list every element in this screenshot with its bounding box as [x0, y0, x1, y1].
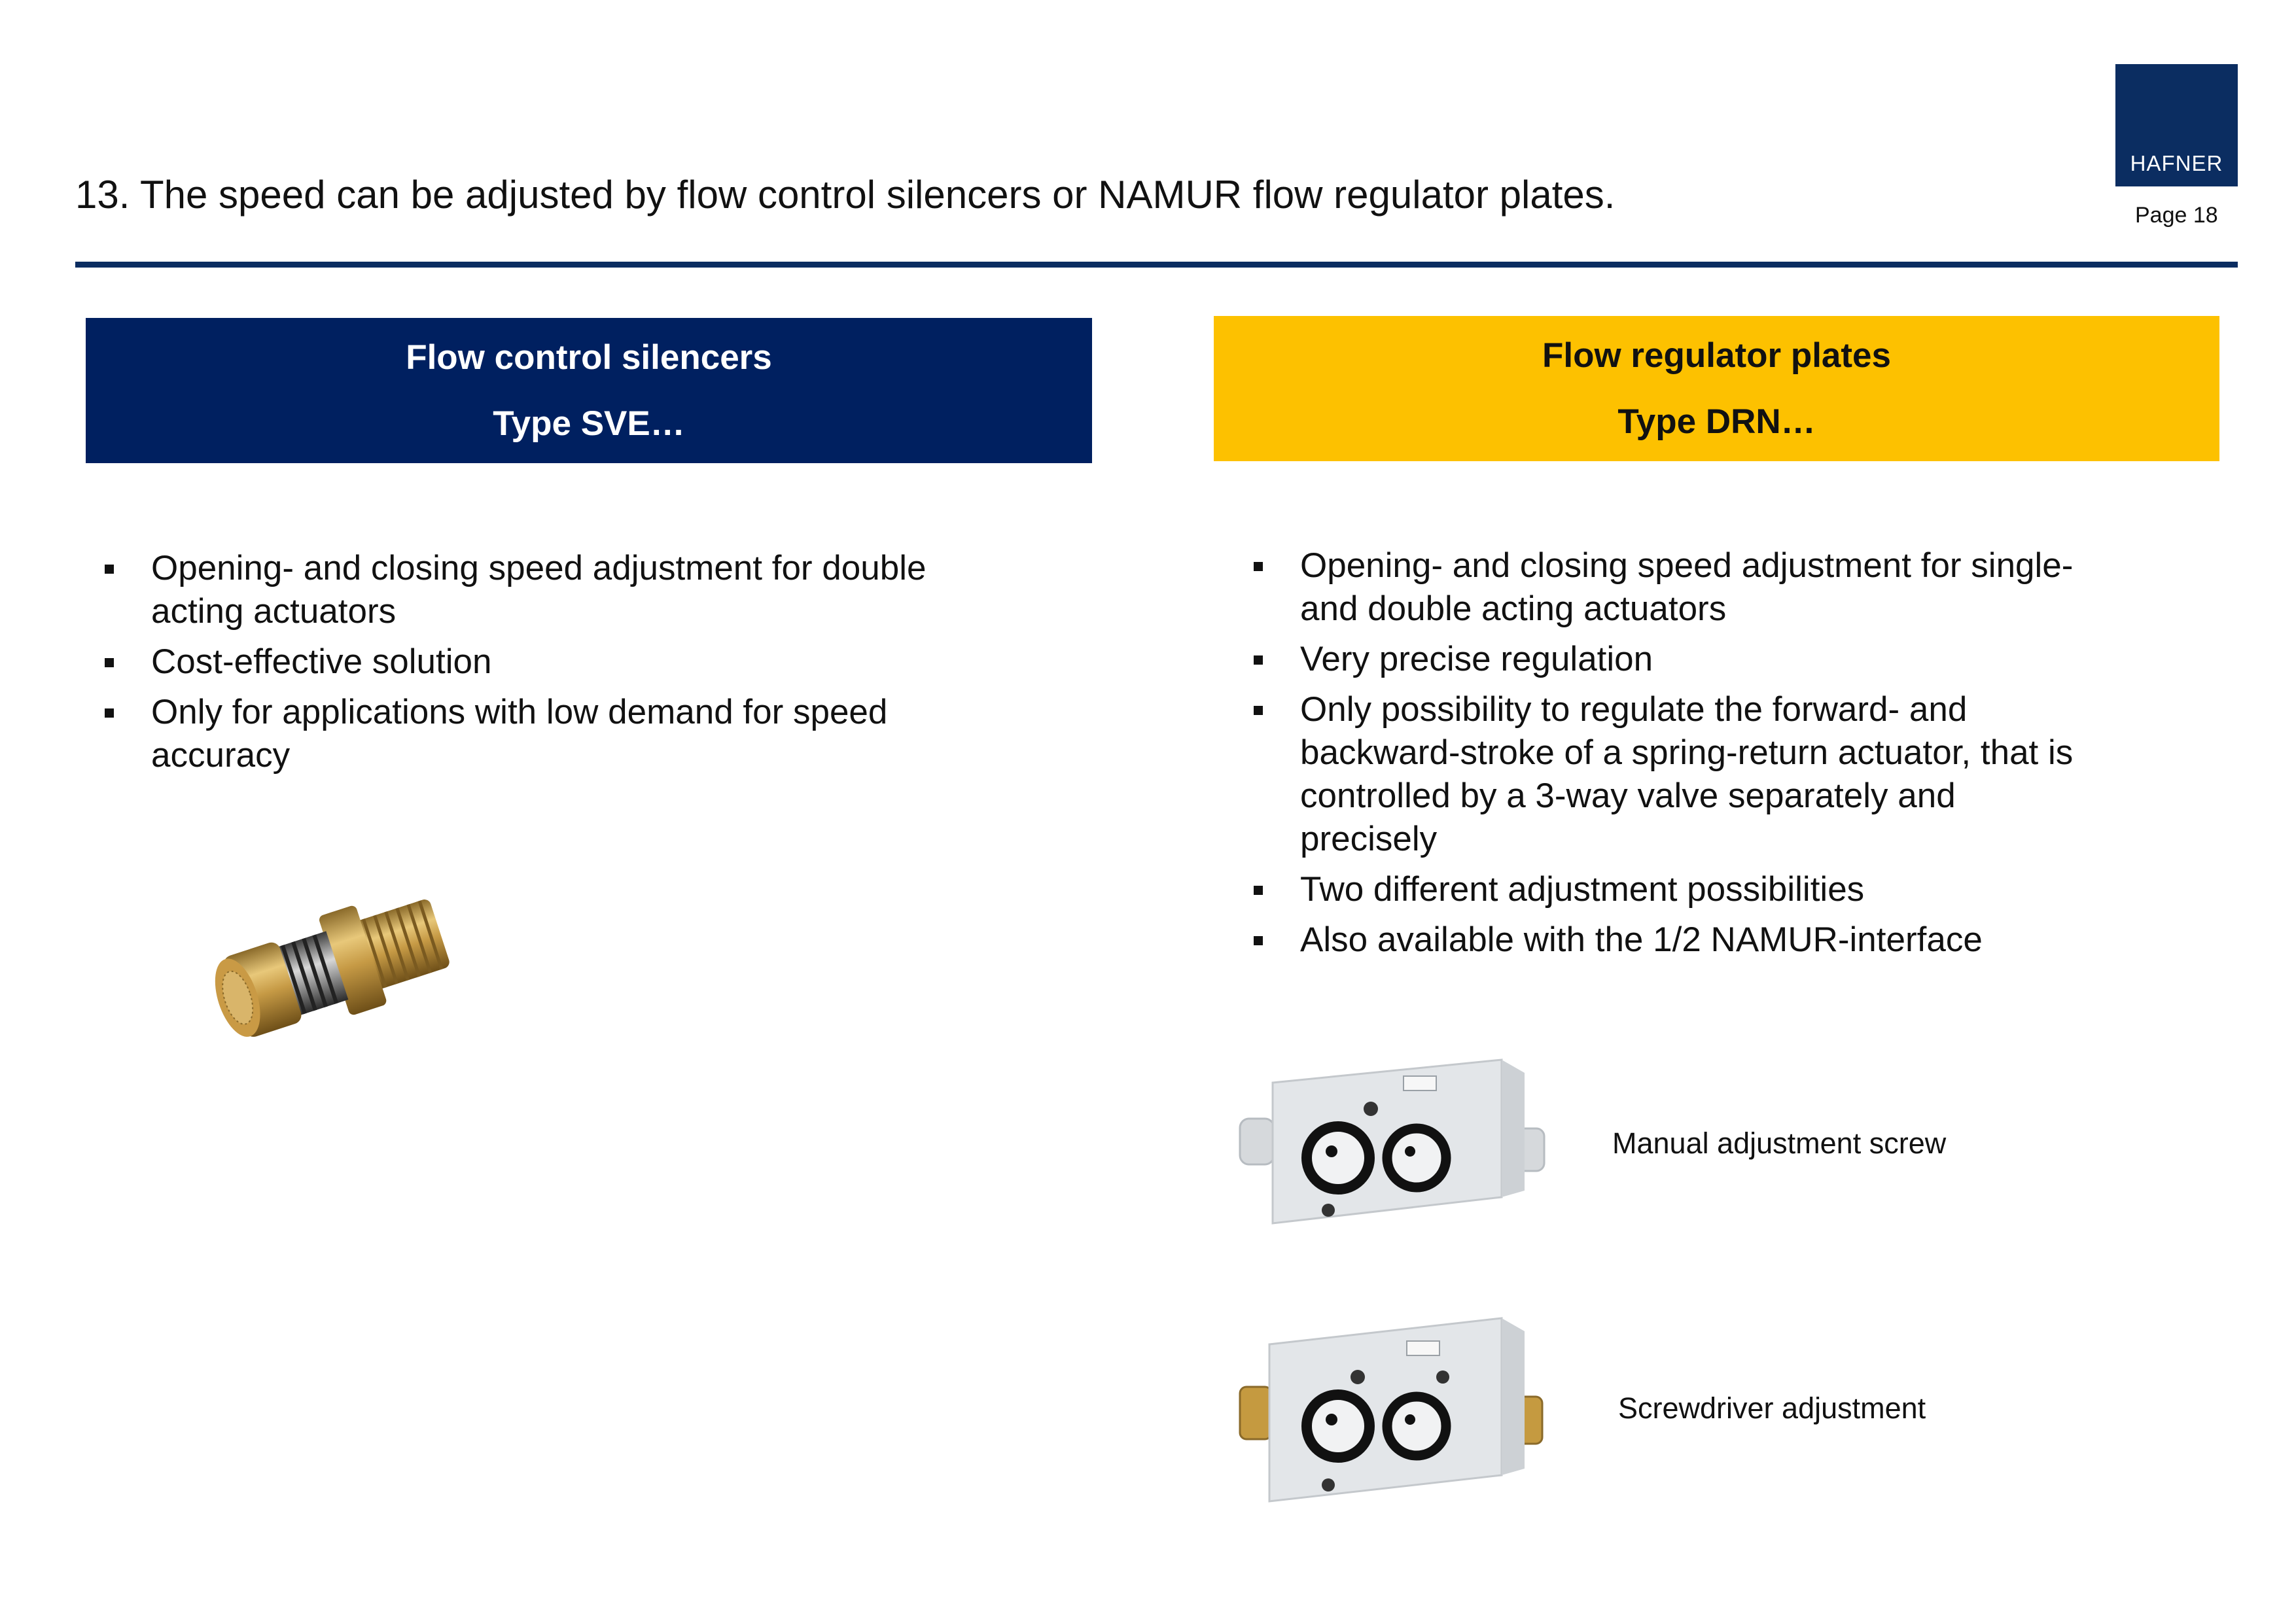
manual-adjustment-caption: Manual adjustment screw — [1612, 1126, 1947, 1160]
header-title: Flow regulator plates — [1542, 336, 1892, 375]
header-divider — [75, 262, 2238, 268]
header-type: Type SVE… — [493, 404, 685, 443]
list-item: Only possibility to regulate the forward- and backward-stroke of a spring-return actuator, that is controlled by a 3-way valve separately and precisely — [1235, 688, 2085, 861]
header-title: Flow control silencers — [406, 338, 772, 377]
regulator-feature-list — [1235, 544, 2085, 969]
silencer-feature-list — [86, 547, 936, 784]
regulator-plate-screwdriver-image — [1227, 1305, 1554, 1521]
list-item: Opening- and closing speed adjustment for single- and double acting actuators — [1235, 544, 2085, 631]
list-item: Cost-effective solution — [86, 640, 936, 684]
logo-text: HAFNER — [2130, 151, 2223, 175]
flow-regulator-plates-header — [1214, 316, 2219, 461]
hafner-logo — [2115, 64, 2238, 186]
screwdriver-adjustment-caption: Screwdriver adjustment — [1618, 1391, 1926, 1425]
list-item: Very precise regulation — [1235, 638, 2085, 681]
flow-control-silencers-header — [86, 318, 1092, 463]
regulator-plate-manual-image — [1227, 1047, 1554, 1243]
page-number: Page 18 — [2135, 203, 2218, 228]
silencer-product-image — [206, 867, 474, 1083]
list-item: Two different adjustment possibilities — [1235, 868, 2085, 911]
list-item: Opening- and closing speed adjustment for double acting actuators — [86, 547, 936, 633]
list-item: Only for applications with low demand for speed accuracy — [86, 691, 936, 777]
slide-title: 13. The speed can be adjusted by flow control silencers or NAMUR flow regulator plates. — [75, 173, 1616, 217]
header-type: Type DRN… — [1617, 402, 1816, 441]
list-item: Also available with the 1/2 NAMUR-interface — [1235, 918, 2085, 962]
